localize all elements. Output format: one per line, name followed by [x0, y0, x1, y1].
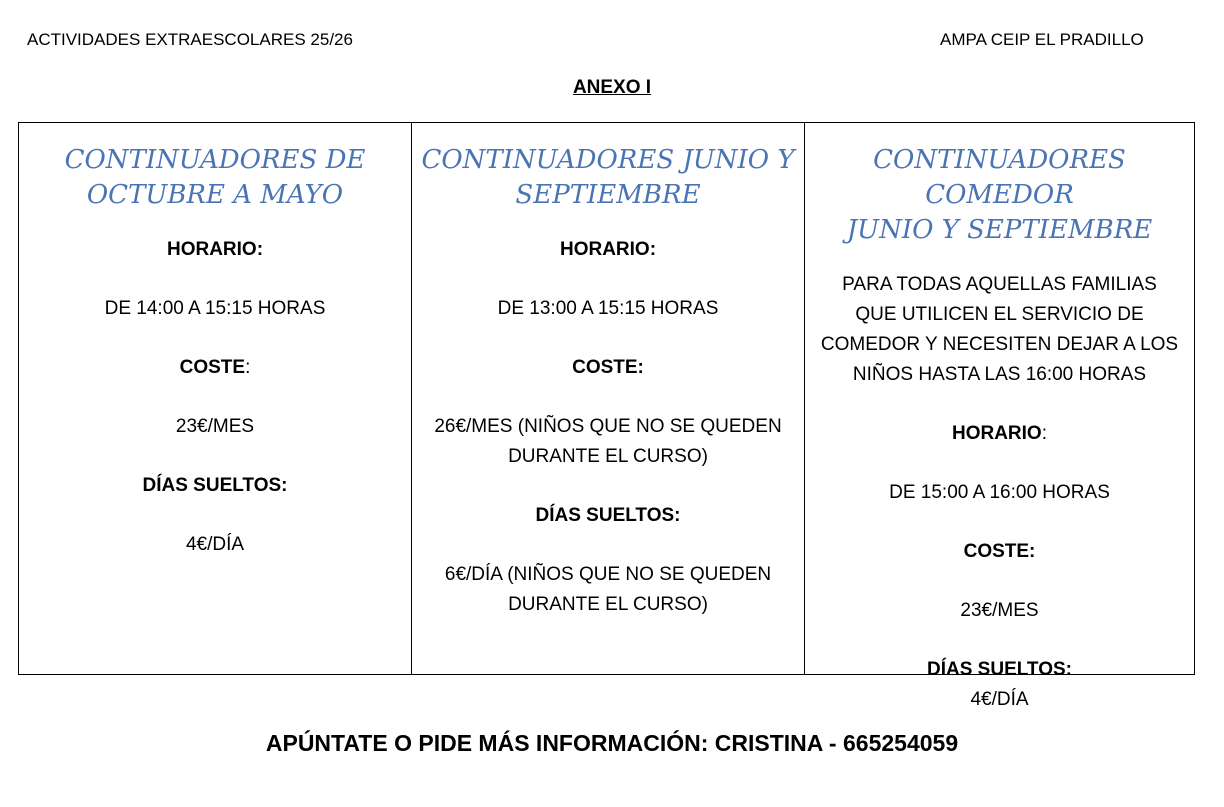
horario-value: DE 14:00 A 15:15 HORAS — [104, 298, 326, 319]
coste-suffix: : — [245, 357, 251, 378]
coste-row — [19, 353, 411, 383]
intro-line-1: PARA TODAS AQUELLAS FAMILIAS — [842, 274, 1157, 295]
header-association-name: AMPA CEIP EL PRADILLO — [940, 30, 1144, 49]
coste-label: COSTE: — [572, 357, 644, 378]
header-activity-title: ACTIVIDADES EXTRAESCOLARES 25/26 — [27, 30, 353, 49]
dias-sueltos-label: DÍAS SUELTOS: — [927, 659, 1072, 680]
coste-label: COSTE — [179, 357, 246, 378]
coste-value: 23€/MES — [960, 600, 1039, 621]
column-title-line-1: CONTINUADORES JUNIO Y — [421, 145, 795, 175]
dias-sueltos-value: 4€/DÍA — [185, 534, 245, 555]
horario-row — [805, 419, 1194, 449]
horario-value: DE 13:00 A 15:15 HORAS — [497, 298, 719, 319]
horario-label: HORARIO: — [166, 239, 264, 260]
column-comedor — [805, 123, 1194, 710]
column-title-line-2: SEPTIEMBRE — [515, 180, 701, 210]
schedule-table — [18, 122, 1195, 710]
column-title-line-2: OCTUBRE A MAYO — [86, 180, 344, 210]
dias-sueltos-value: 4€/DÍA — [970, 689, 1029, 710]
dias-sueltos-label: DÍAS SUELTOS: — [142, 475, 288, 496]
horario-label: HORARIO: — [559, 239, 657, 260]
intro-line-4: NIÑOS HASTA LAS 16:00 HORAS — [852, 364, 1147, 385]
annex-title: ANEXO I — [572, 77, 652, 98]
column-title-line-1: CONTINUADORES DE — [64, 145, 366, 175]
horario-value: DE 15:00 A 16:00 HORAS — [889, 482, 1110, 503]
column-october-may — [19, 123, 412, 674]
coste-value-line-1: 26€/MES (NIÑOS QUE NO SE QUEDEN — [434, 416, 782, 437]
contact-footer: APÚNTATE O PIDE MÁS INFORMACIÓN: CRISTINA - 665254059 — [265, 730, 959, 756]
dias-sueltos-value-line-2: DURANTE EL CURSO) — [508, 594, 708, 615]
coste-label: COSTE: — [963, 541, 1036, 562]
coste-value-line-2: DURANTE EL CURSO) — [508, 446, 708, 467]
column-title-line-2: JUNIO Y SEPTIEMBRE — [846, 215, 1153, 245]
column-june-september — [412, 123, 805, 674]
intro-line-3: COMEDOR Y NECESITEN DEJAR A LOS — [820, 334, 1179, 355]
column-title-line-1: CONTINUADORES COMEDOR — [873, 145, 1126, 210]
horario-label: HORARIO — [951, 423, 1042, 444]
coste-value: 23€/MES — [175, 416, 255, 437]
dias-sueltos-label: DÍAS SUELTOS: — [535, 505, 681, 526]
intro-line-2: QUE UTILICEN EL SERVICIO DE — [855, 304, 1144, 325]
horario-suffix: : — [1041, 423, 1047, 444]
dias-sueltos-value-line-1: 6€/DÍA (NIÑOS QUE NO SE QUEDEN — [444, 564, 772, 585]
